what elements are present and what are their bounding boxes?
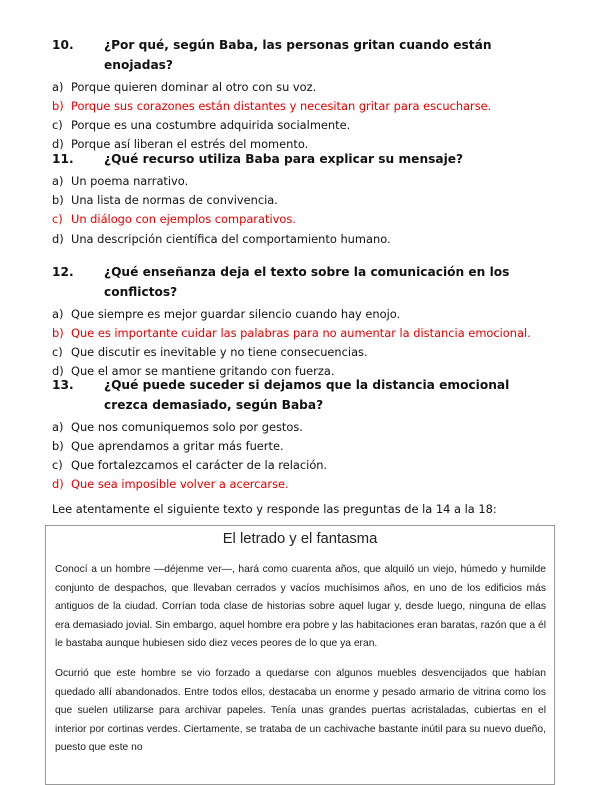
reading-textbox <box>45 525 555 785</box>
option-b-correct[interactable]: b) Porque sus corazones están distantes y necesitan gritar para escucharse. <box>52 97 542 116</box>
option-a[interactable]: a) Que nos comuniquemos solo por gestos. <box>52 418 542 437</box>
question-number: 11. <box>52 152 74 166</box>
option-d[interactable]: d) Una descripción científica del comportamiento humano. <box>52 230 542 249</box>
option-text: Que nos comuniquemos solo por gestos. <box>71 419 303 434</box>
option-a[interactable]: a) Porque quieren dominar al otro con su voz. <box>52 78 542 97</box>
question-title <box>52 36 542 75</box>
options-list <box>52 78 542 155</box>
option-text: Porque es una costumbre adquirida socialmente. <box>71 117 351 132</box>
question-text: ¿Por qué, según Baba, las personas gritan cuando están enojadas? <box>104 38 492 72</box>
reading-instruction: Lee atentamente el siguiente texto y responde las preguntas de la 14 a la 18: <box>52 502 497 516</box>
option-text: Que fortalezcamos el carácter de la relación. <box>71 457 328 472</box>
option-text: Que es importante cuidar las palabras para no aumentar la distancia emocional. <box>71 325 531 340</box>
question-text: ¿Qué enseñanza deja el texto sobre la comunicación en los conflictos? <box>104 265 510 299</box>
reading-title: El letrado y el fantasma <box>222 531 378 547</box>
options-list <box>52 172 542 249</box>
reading-paragraph-2: Ocurrió que este hombre se vio forzado a quedarse con algunos muebles desvencijados que habían quedado allí abandonados. Entre todos ellos, destacaba un enorme y pesado armario de vitrina como los que suelen utilizarse para archivar papeles. Tenía unas grandes puertas acristaladas, cubiertas en el interior por cortinas verdes. Ciertamente, se trataba de un cachivache bastante inútil para su nuevo dueño, puesto que este no <box>55 667 546 754</box>
option-c[interactable]: c) Que discutir es inevitable y no tiene consecuencias. <box>52 343 542 362</box>
option-text: Que siempre es mejor guardar silencio cuando hay enojo. <box>71 306 401 321</box>
question-text: ¿Qué recurso utiliza Baba para explicar su mensaje? <box>104 152 464 166</box>
option-text: Una descripción científica del comportamiento humano. <box>71 231 391 246</box>
question-number: 13. <box>52 378 74 392</box>
question-13 <box>52 376 542 494</box>
option-c-correct[interactable]: c) Un diálogo con ejemplos comparativos. <box>52 210 542 229</box>
option-text: Que sea imposible volver a acercarse. <box>71 477 289 492</box>
options-list <box>52 418 542 495</box>
option-text: Porque quieren dominar al otro con su voz. <box>71 79 317 94</box>
option-d-correct[interactable]: d) Que sea imposible volver a acercarse. <box>52 475 542 494</box>
question-text: ¿Qué puede suceder si dejamos que la distancia emocional crezca demasiado, según Baba? <box>104 378 510 412</box>
option-d[interactable]: d) Que el amor se mantiene gritando con fuerza. <box>52 362 542 381</box>
option-text: Una lista de normas de convivencia. <box>71 193 278 208</box>
option-text: Porque así liberan el estrés del momento. <box>71 137 309 152</box>
option-a[interactable]: a) Un poema narrativo. <box>52 172 542 191</box>
question-number: 10. <box>52 38 74 52</box>
question-title <box>52 376 542 415</box>
option-text: Que el amor se mantiene gritando con fuerza. <box>71 364 335 379</box>
question-title <box>52 263 542 302</box>
question-title <box>52 150 542 170</box>
reading-paragraph-1: Conocí a un hombre —déjenme ver—, hará como cuarenta años, que alquiló un viejo, húmedo y humilde conjunto de despachos, que llevaban cerrados y vacíos muchísimos años, en uno de los edificios más antiguos de la ciudad. Corrían toda clase de historias sobre aquel lugar y, desde luego, ninguna de ellas era demasiado jovial. Sin embargo, aquel hombre era pobre y las habitaciones eran baratas, razón que a él le bastaba aunque hubiesen sido diez veces peores de lo que ya eran. <box>55 564 546 650</box>
option-text: Porque sus corazones están distantes y necesitan gritar para escucharse. <box>71 98 492 113</box>
question-number: 12. <box>52 265 74 279</box>
option-text: Un diálogo con ejemplos comparativos. <box>71 212 296 227</box>
option-b[interactable]: b) Una lista de normas de convivencia. <box>52 191 542 210</box>
question-12 <box>52 263 542 381</box>
option-text: Que aprendamos a gritar más fuerte. <box>71 438 284 453</box>
question-11 <box>52 150 542 249</box>
option-text: Un poema narrativo. <box>71 174 189 188</box>
option-b[interactable]: b) Que aprendamos a gritar más fuerte. <box>52 437 542 456</box>
option-c[interactable]: c) Que fortalezcamos el carácter de la relación. <box>52 456 542 475</box>
option-d[interactable]: d) Porque así liberan el estrés del momento. <box>52 135 542 154</box>
option-b-correct[interactable]: b) Que es importante cuidar las palabras para no aumentar la distancia emocional. <box>52 324 542 343</box>
option-a[interactable]: a) Que siempre es mejor guardar silencio cuando hay enojo. <box>52 305 542 324</box>
options-list <box>52 305 542 382</box>
option-c[interactable]: c) Porque es una costumbre adquirida socialmente. <box>52 116 542 135</box>
question-10 <box>52 36 542 154</box>
option-text: Que discutir es inevitable y no tiene consecuencias. <box>71 344 368 359</box>
